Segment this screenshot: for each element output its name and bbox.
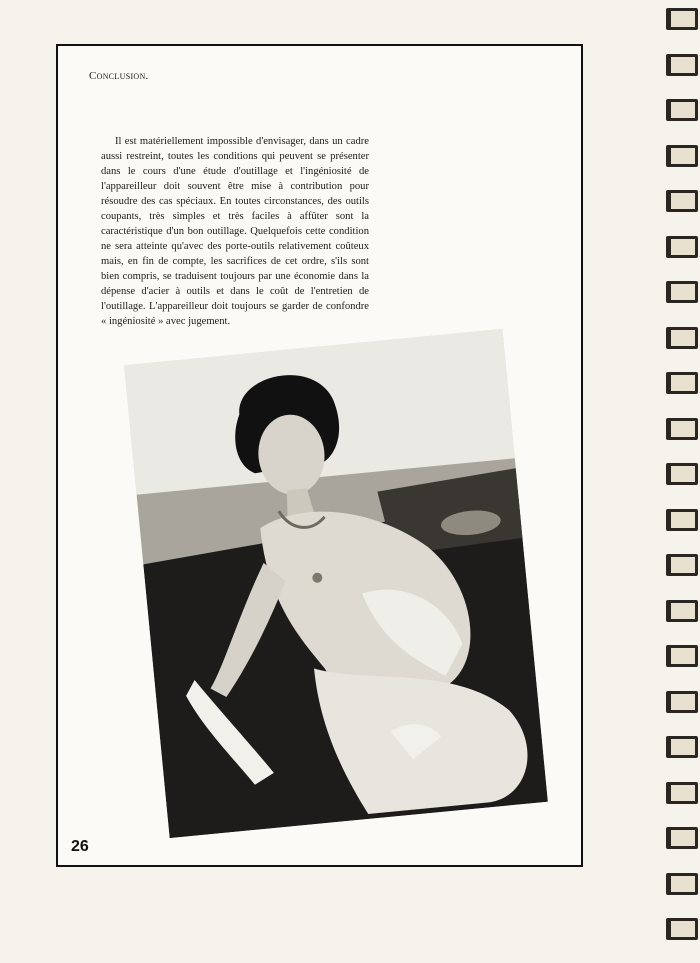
page-number: 26 (71, 838, 89, 855)
spiral-loop (666, 827, 698, 849)
spiral-loop (666, 327, 698, 349)
spiral-loop (666, 918, 698, 940)
body-paragraph: Il est matériellement impossible d'envisager, dans un cadre aussi restreint, toutes les conditions qui peuvent se présenter dans le cours d'une étude d'outillage et l'ingéniosité de l'appareilleur doit souvent être mise à contribution pour résoudre des cas spéciaux. En toutes circonstances, des outils coupants, très simples et très faciles à affûter sont la caractéristique d'un bon outillage. Quelquefois cette condition ne sera atteinte qu'avec des porte-outils relativement coûteux mais, en fin de compte, les sacrifices de cet ordre, s'ils sont bien compris, se traduisent toujours par une économie dans la dépense d'acier à outils et dans le coût de l'entretien de l'outillage. L'appareilleur doit toujours se garder de confondre « ingéniosité » avec jugement. (101, 136, 369, 327)
spiral-loop (666, 190, 698, 212)
spiral-loop (666, 372, 698, 394)
spiral-loop (666, 782, 698, 804)
page-frame (56, 44, 583, 867)
spiral-loop (666, 99, 698, 121)
spiral-loop (666, 463, 698, 485)
spiral-loop (666, 873, 698, 895)
spiral-loop (666, 554, 698, 576)
spiral-loop (666, 54, 698, 76)
spiral-loop (666, 645, 698, 667)
spiral-binding (656, 0, 700, 963)
photo-illustration (124, 329, 548, 838)
spiral-loop (666, 8, 698, 30)
spiral-loop (666, 281, 698, 303)
spiral-loop (666, 145, 698, 167)
spiral-loop (666, 509, 698, 531)
spiral-loop (666, 691, 698, 713)
spiral-loop (666, 600, 698, 622)
section-heading: Conclusion. (89, 70, 149, 82)
spiral-loop (666, 236, 698, 258)
spiral-loop (666, 736, 698, 758)
spiral-loop (666, 418, 698, 440)
photo-drawing (124, 329, 548, 838)
